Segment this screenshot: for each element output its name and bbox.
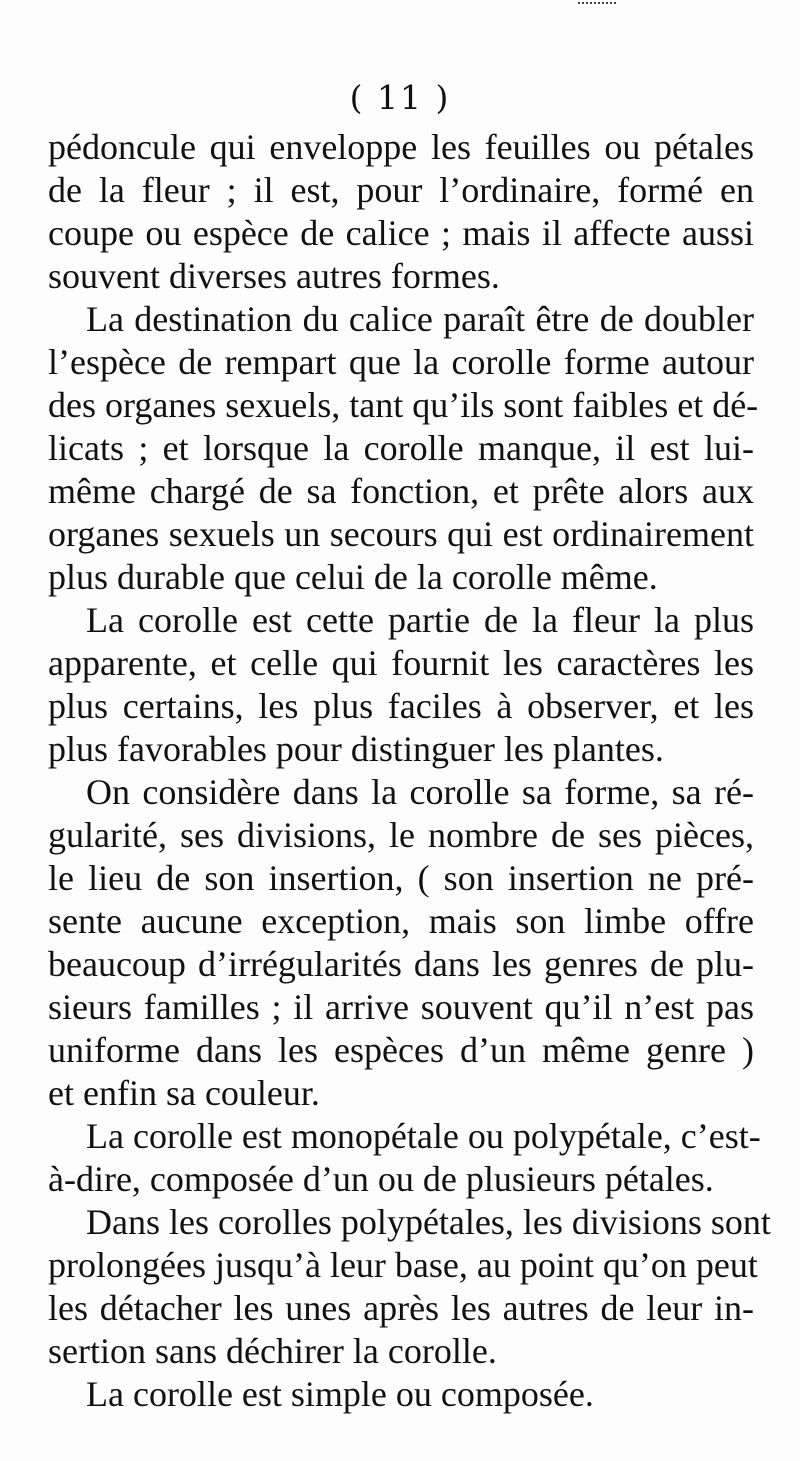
text-line: à-dire, composée d’un ou de plusieurs pétales. — [48, 1159, 714, 1199]
page-edge-mark — [578, 2, 616, 7]
text-line: gularité, ses divisions, le nombre de ses pièces, — [48, 815, 754, 855]
page-number: ( 11 ) — [349, 78, 451, 117]
paragraph-2 — [48, 298, 759, 599]
paragraph-1 — [48, 126, 754, 298]
text-line: pédoncule qui enveloppe les feuilles ou pétales — [48, 127, 754, 167]
text-line: La destination du calice paraît être de doubler — [86, 299, 754, 339]
text-line: La corolle est cette partie de la fleur la plus — [86, 600, 754, 640]
paragraph-4 — [48, 771, 754, 1115]
text-line: souvent diverses autres formes. — [48, 256, 500, 296]
text-line: coupe ou espèce de calice ; mais il affecte aussi — [48, 213, 754, 253]
text-line: plus favorables pour distinguer les plantes. — [48, 729, 664, 769]
text-line: le lieu de son insertion, ( son insertion ne pré- — [48, 858, 754, 898]
text-line: plus durable que celui de la corolle même. — [48, 557, 658, 597]
text-line: organes sexuels un secours qui est ordinairement — [48, 514, 754, 554]
text-line: La corolle est simple ou composée. — [86, 1374, 594, 1414]
text-line: plus certains, les plus faciles à observer, et les — [48, 686, 754, 726]
text-line: La corolle est monopétale ou polypétale, c’est- — [86, 1116, 761, 1156]
paragraph-5 — [48, 1115, 761, 1201]
paragraph-3 — [48, 599, 754, 771]
text-line: de la fleur ; il est, pour l’ordinaire, formé en — [48, 170, 754, 210]
text-line: même chargé de sa fonction, et prête alors aux — [48, 471, 754, 511]
text-line: apparente, et celle qui fournit les caractères les — [48, 643, 754, 683]
paragraph-7 — [48, 1373, 754, 1416]
text-line: prolongées jusqu’à leur base, au point qu’on peut — [48, 1245, 758, 1285]
text-line: sieurs familles ; il arrive souvent qu’il n’est pas — [48, 987, 754, 1027]
text-line: beaucoup d’irrégularités dans les genres de plu- — [48, 944, 754, 984]
text-line: l’espèce de rempart que la corolle forme autour — [48, 342, 754, 382]
text-line: uniforme dans les espèces d’un même genre ) — [48, 1030, 754, 1070]
paragraph-6 — [48, 1201, 771, 1373]
text-line: licats ; et lorsque la corolle manque, il est lui- — [48, 428, 754, 468]
text-line: des organes sexuels, tant qu’ils sont faibles et dé- — [48, 385, 759, 425]
text-line: Dans les corolles polypétales, les divisions sont — [86, 1202, 771, 1242]
body-text — [48, 126, 771, 1416]
text-line: les détacher les unes après les autres de leur in- — [48, 1288, 754, 1328]
text-line: sertion sans déchirer la corolle. — [48, 1331, 497, 1371]
text-line: et enfin sa couleur. — [48, 1073, 320, 1113]
text-line: sente aucune exception, mais son limbe offre — [48, 901, 754, 941]
text-line: On considère dans la corolle sa forme, sa ré- — [86, 772, 754, 812]
